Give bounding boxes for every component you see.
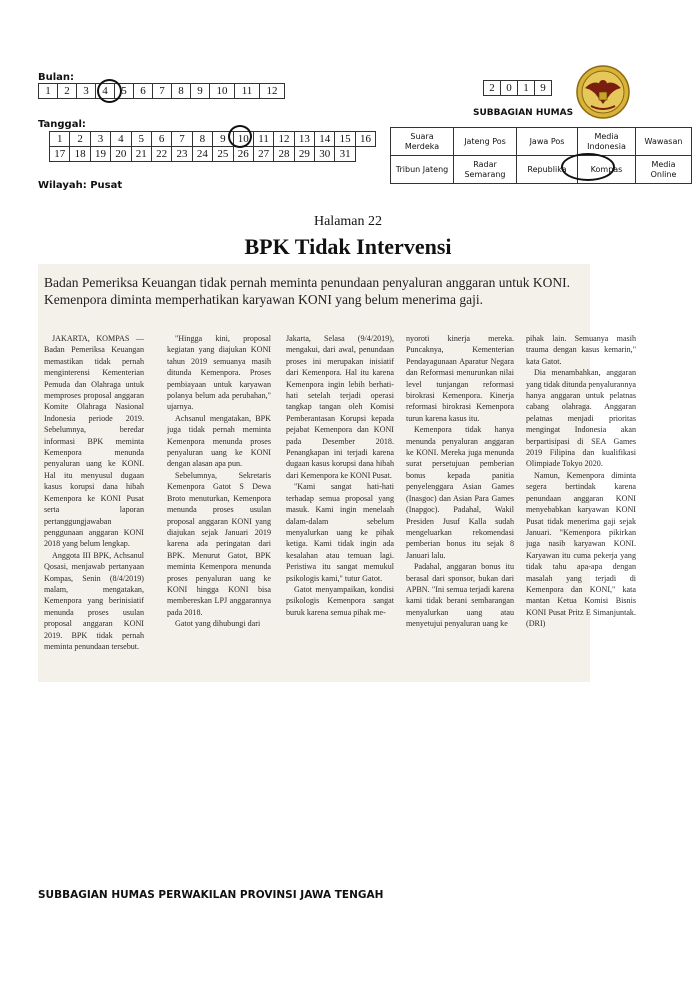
date-cell: 15 (335, 132, 355, 147)
date-cell: 6 (151, 132, 171, 147)
article-paragraph: Jakarta, Selasa (9/4/2019), mengakui, dari awal, penundaan proses ini merupakan inisiatif dari Kemenpora. Hal itu karena Kemenpora ingin lebih berhati-hati setelah terjadi operasi tangkap tangan oleh Komisi Pemberantasan Korupsi kepada pejabat Kemenpora dan KONI pada Desember 2018. Penangkapan ini terjadi karena dugaan kasus korupsi dana hibah dari Kemenpora ke KONI Pusat. (286, 334, 394, 480)
media-cell: Wawasan (636, 128, 692, 156)
date-cell: 21 (131, 147, 151, 162)
article-paragraph: Gatot menyampaikan, kondisi psikologis Kemenpora sangat buruk karena semua pihak me- (286, 584, 394, 617)
media-cell: Jateng Pos (454, 128, 517, 156)
date-cell: 7 (172, 132, 192, 147)
article-paragraph: Kemenpora tidak hanya menunda penyaluran anggaran ke KONI. Mereka juga menunda surat persetujuan pemberian bonus kepada panitia penyelenggara Asian Games (Inasgoc) dan Asian Para Games (Inapgoc). Padahal, Wakil Presiden Jusuf Kalla sudah mengeluarkan rekomendasi pemberian bonus itu sejak 8 Januari lalu. (406, 425, 514, 560)
article-paragraph: Padahal, anggaran bonus itu berasal dari sponsor, bukan dari APBN. "Ini semua terjadi karena kami tidak berani sembarangan menyalurkan uang atau menyetujui penyaluran uang ke (406, 562, 514, 629)
date-cell: 20 (111, 147, 131, 162)
article-column-5 (526, 333, 636, 673)
month-cell: 8 (172, 84, 191, 99)
date-cell: 1 (50, 132, 70, 147)
month-cell: 1 (39, 84, 58, 99)
media-cell: Radar Semarang (454, 156, 517, 184)
article-column-2 (167, 333, 271, 673)
date-cell: 10 (233, 132, 253, 147)
date-grid (49, 131, 376, 162)
date-cell: 8 (192, 132, 212, 147)
date-cell: 26 (233, 147, 253, 162)
month-grid (38, 83, 285, 99)
article-paragraph: Sebelumnya, Sekretaris Kemenpora Gatot S Dewa Broto menuturkan, Kemenpora menunda proses usulan proposal anggaran KONI yang diajukan sejak Januari 2019 karena ada peringatan dari BPK. Menurut Gatot, BPK meminta Kemenpora menunda proses penyaluran uang ke KONI hingga KONI bisa membereskan LPJ anggarannya pada 2018. (167, 470, 271, 617)
year-box (483, 80, 552, 96)
month-cell: 9 (191, 84, 210, 99)
date-cell: 29 (294, 147, 314, 162)
page-number: Halaman 22 (313, 214, 383, 229)
article-paragraph: JAKARTA, KOMPAS — Badan Pemeriksa Keuangan memastikan tidak pernah menginterensi Kementerian Pemuda dan Olahraga untuk memproses proposal anggaran Komite Olahraga Nasional Indonesia periode 2019. Sebelumnya, beredar informasi BPK meminta Kemenpora menunda penyaluran uang ke KONI. Hal itu menyusul dugaan kasus korupsi dana hibah Kemenpora ke KONI Pusat serta laporan pertanggungjawaban penggunaan anggaran KONI 2018 yang belum lengkap. (44, 334, 144, 549)
date-cell: 9 (213, 132, 233, 147)
year-digit: 2 (484, 81, 501, 96)
date-cell: 23 (172, 147, 192, 162)
article-paragraph: nyoroti kinerja mereka. Puncaknya, Kementerian Pendayagunaan Aparatur Negara dan Reformasi menurunkan nilai level tunjangan reformasi birokrasi Kemenpora. Kinerja reformasi birokrasi Kemenpora turun karena kasus itu. (406, 334, 514, 423)
month-cell: 6 (134, 84, 153, 99)
media-cell: Suara Merdeka (391, 128, 454, 156)
media-cell: Kompas (578, 156, 636, 184)
media-cell: Jawa Pos (517, 128, 578, 156)
date-cell: 24 (192, 147, 212, 162)
media-cell: Republika (517, 156, 578, 184)
media-cell: Tribun Jateng (391, 156, 454, 184)
month-cell: 7 (153, 84, 172, 99)
date-cell: 11 (253, 132, 273, 147)
month-cell: 10 (210, 84, 235, 99)
wilayah-label: Wilayah: Pusat (38, 180, 123, 191)
month-cell: 3 (77, 84, 96, 99)
media-table (390, 127, 692, 184)
month-cell: 12 (260, 84, 285, 99)
selected-month-circle (97, 79, 122, 103)
year-digit: 1 (518, 81, 535, 96)
date-cell: 18 (70, 147, 90, 162)
selected-date-circle (228, 125, 252, 148)
article-paragraph: Namun, Kemenpora diminta segera bertindak karena penundaan anggaran KONI menyebabkan karyawan KONI Pusat tidak menerima gaji sejak Januari. "Kemenpora pikirkan juga nasib karyawan KONI. Karyawan itu cuma pekerja yang tidak tahu apa-apa dengan masalah yang terjadi di Kemenpora dan KONI," kata mantan Ketua Komisi Bisnis KONI Pusat Pritz E Simanjuntak. (DRI) (526, 470, 636, 629)
date-cell: 14 (315, 132, 335, 147)
month-cell: 2 (58, 84, 77, 99)
date-cell: 30 (315, 147, 335, 162)
article-column-1 (44, 333, 144, 673)
tanggal-label: Tanggal: (38, 119, 86, 130)
media-cell: Media Online (636, 156, 692, 184)
garuda-emblem-icon (575, 64, 631, 120)
date-cell: 2 (70, 132, 90, 147)
bulan-label: Bulan: (38, 72, 75, 83)
month-cell: 5 (115, 84, 134, 99)
media-cell: Media Indonesia (578, 128, 636, 156)
footer-office: SUBBAGIAN HUMAS PERWAKILAN PROVINSI JAWA TENGAH (38, 889, 384, 901)
date-cell: 27 (253, 147, 273, 162)
article-paragraph: Gatot yang dihubungi dari (175, 619, 261, 629)
month-cell: 11 (235, 84, 260, 99)
date-cell: 19 (90, 147, 110, 162)
date-cell: 5 (131, 132, 151, 147)
article-paragraph: pihak lain. Semuanya masih trauma dengan kasus kemarin," kata Gatot. (526, 334, 636, 366)
selected-media-circle (561, 153, 615, 181)
month-cell: 4 (96, 84, 115, 99)
article-paragraph: "Hingga kini, proposal kegiatan yang diajukan KONI tahun 2019 semuanya masih ditunda Kemenpora. Proses pembiayaan untuk karyawan polanya belum ada perubahan," ujarnya. (167, 334, 271, 412)
office-name: SUBBAGIAN HUMAS (473, 108, 574, 118)
date-cell: 22 (151, 147, 171, 162)
article-paragraph: Dia menambahkan, anggaran yang tidak ditunda penyalurannya hanya anggaran untuk pelatnas cabang olahraga. Anggaran pelatnas menjadi prioritas mengingat Indonesia akan berpartisipasi di SEA Games 2019 Filipina dan kualifikasi Olimpiade Tokyo 2020. (526, 368, 636, 469)
date-cell: 25 (213, 147, 233, 162)
date-cell: 31 (335, 147, 355, 162)
year-digit: 0 (501, 81, 518, 96)
article-paragraph: Achsanul mengatakan, BPK juga tidak pernah meminta Kemenpora menunda proses penyaluran uang ke KONI dengan alasan apa pun. (167, 413, 271, 469)
date-cell: 12 (274, 132, 294, 147)
year-digit: 9 (535, 81, 552, 96)
date-cell: 13 (294, 132, 314, 147)
article-paragraph: "Kami sangat hati-hati terhadap semua proposal yang masuk. Kami ingin menelaah dalam-dalam sebelum menyalurkan uang ke pihak ketiga. Kami tidak ingin ada kesalahan atau temuan lagi. Peristiwa itu sangat memukul psikologis kami," tutur Gatot. (286, 482, 394, 583)
article-column-3 (286, 333, 394, 673)
date-cell: 3 (90, 132, 110, 147)
date-cell: 16 (355, 132, 375, 147)
date-cell: 28 (274, 147, 294, 162)
article-column-4 (406, 333, 514, 673)
article-paragraph: Anggota III BPK, Achsanul Qosasi, menjawab pertanyaan Kompas, Senin (8/4/2019) malam, mengatakan, Kemenpora yang berinisiatif menunda proses usulan proposal anggaran KONI 2019. BPK tidak pernah meminta penundaan tersebut. (44, 550, 144, 651)
article-title: BPK Tidak Intervensi (244, 234, 452, 259)
date-cell: 4 (111, 132, 131, 147)
article-lead: Badan Pemeriksa Keuangan tidak pernah meminta penundaan penyaluran anggaran untuk KONI. Kemenpora diminta memperhatikan karyawan KONI yang belum menerima gaji. (44, 275, 570, 307)
date-cell: 17 (50, 147, 70, 162)
